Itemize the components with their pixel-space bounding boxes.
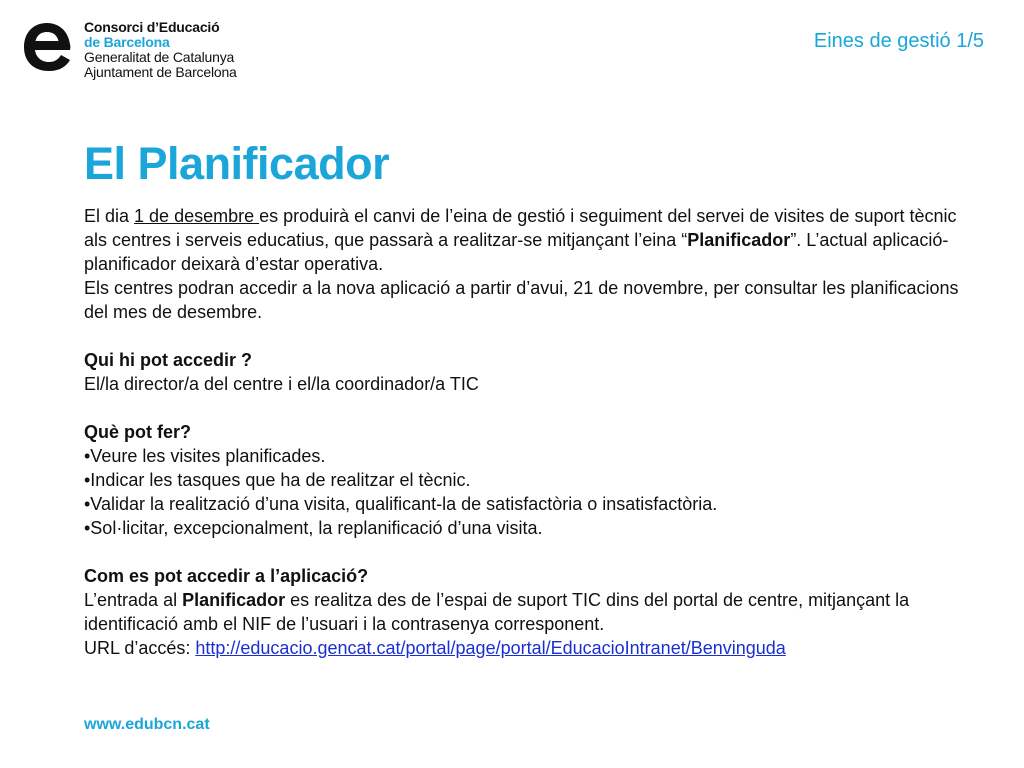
what-heading: Què pot fer?	[84, 422, 191, 442]
intro-paragraph-2: Els centres podran accedir a la nova aplicació a partir d’avui, 21 de novembre, per consultar les planificacions del mes de desembre.	[84, 278, 959, 322]
list-item: •Validar la realització d’una visita, qualificant-la de satisfactòria o insatisfactòria.	[84, 494, 718, 514]
logo-text	[84, 20, 237, 80]
who-heading: Qui hi pot accedir ?	[84, 350, 253, 370]
who-text: El/la director/a del centre i el/la coordinador/a TIC	[84, 374, 479, 394]
section-label: Eines de gestió 1/5	[813, 30, 984, 52]
access-planificador-bold: Planificador	[182, 590, 286, 610]
list-item: •Sol·licitar, excepcionalment, la replanificació d’una visita.	[84, 518, 543, 538]
logo-line-4: Ajuntament de Barcelona	[84, 64, 237, 80]
access-heading: Com es pot accedir a l’aplicació?	[84, 566, 369, 586]
intro-paragraph-1	[84, 204, 964, 276]
access-text-a: L’entrada al	[84, 590, 183, 610]
intro-text-a: El dia	[84, 206, 135, 226]
list-item: •Indicar les tasques que ha de realitzar el tècnic.	[84, 470, 471, 490]
intro-text-b: es produirà el canvi de l’eina de gestió i seguiment del servei de visites de suport tècnic als centres i serveis educatius, que passarà a realitzar-se mitjançant l’eina “	[84, 206, 957, 250]
footer-website[interactable]: www.edubcn.cat	[84, 716, 210, 733]
access-url-label: URL d’accés:	[84, 638, 196, 658]
slide-body	[84, 204, 964, 660]
logo-line-3: Generalitat de Catalunya	[84, 49, 235, 65]
list-item: •Veure les visites planificades.	[84, 446, 326, 466]
intro-planificador-bold: Planificador	[687, 230, 791, 250]
access-url-link[interactable]: http://educacio.gencat.cat/portal/page/portal/EducacioIntranet/Benvinguda	[195, 638, 786, 658]
consorci-e-logo-icon	[22, 20, 72, 74]
access-text-b: es realitza des de l’espai de suport TIC dins del portal de centre, mitjançant la identificació amb el NIF de l’usuari i la contrasenya corresponent.	[84, 590, 910, 634]
access-url-line	[84, 636, 964, 660]
logo	[22, 20, 237, 80]
logo-line-2: de Barcelona	[84, 34, 170, 50]
intro-text-c: ”. L’actual aplicació-planificador deixarà d’estar operativa.	[84, 230, 949, 274]
access-text	[84, 588, 964, 636]
intro-date: 1 de desembre	[134, 206, 260, 226]
page-title: El Planificador	[84, 138, 390, 189]
logo-line-1: Consorci d’Educació	[84, 19, 220, 35]
